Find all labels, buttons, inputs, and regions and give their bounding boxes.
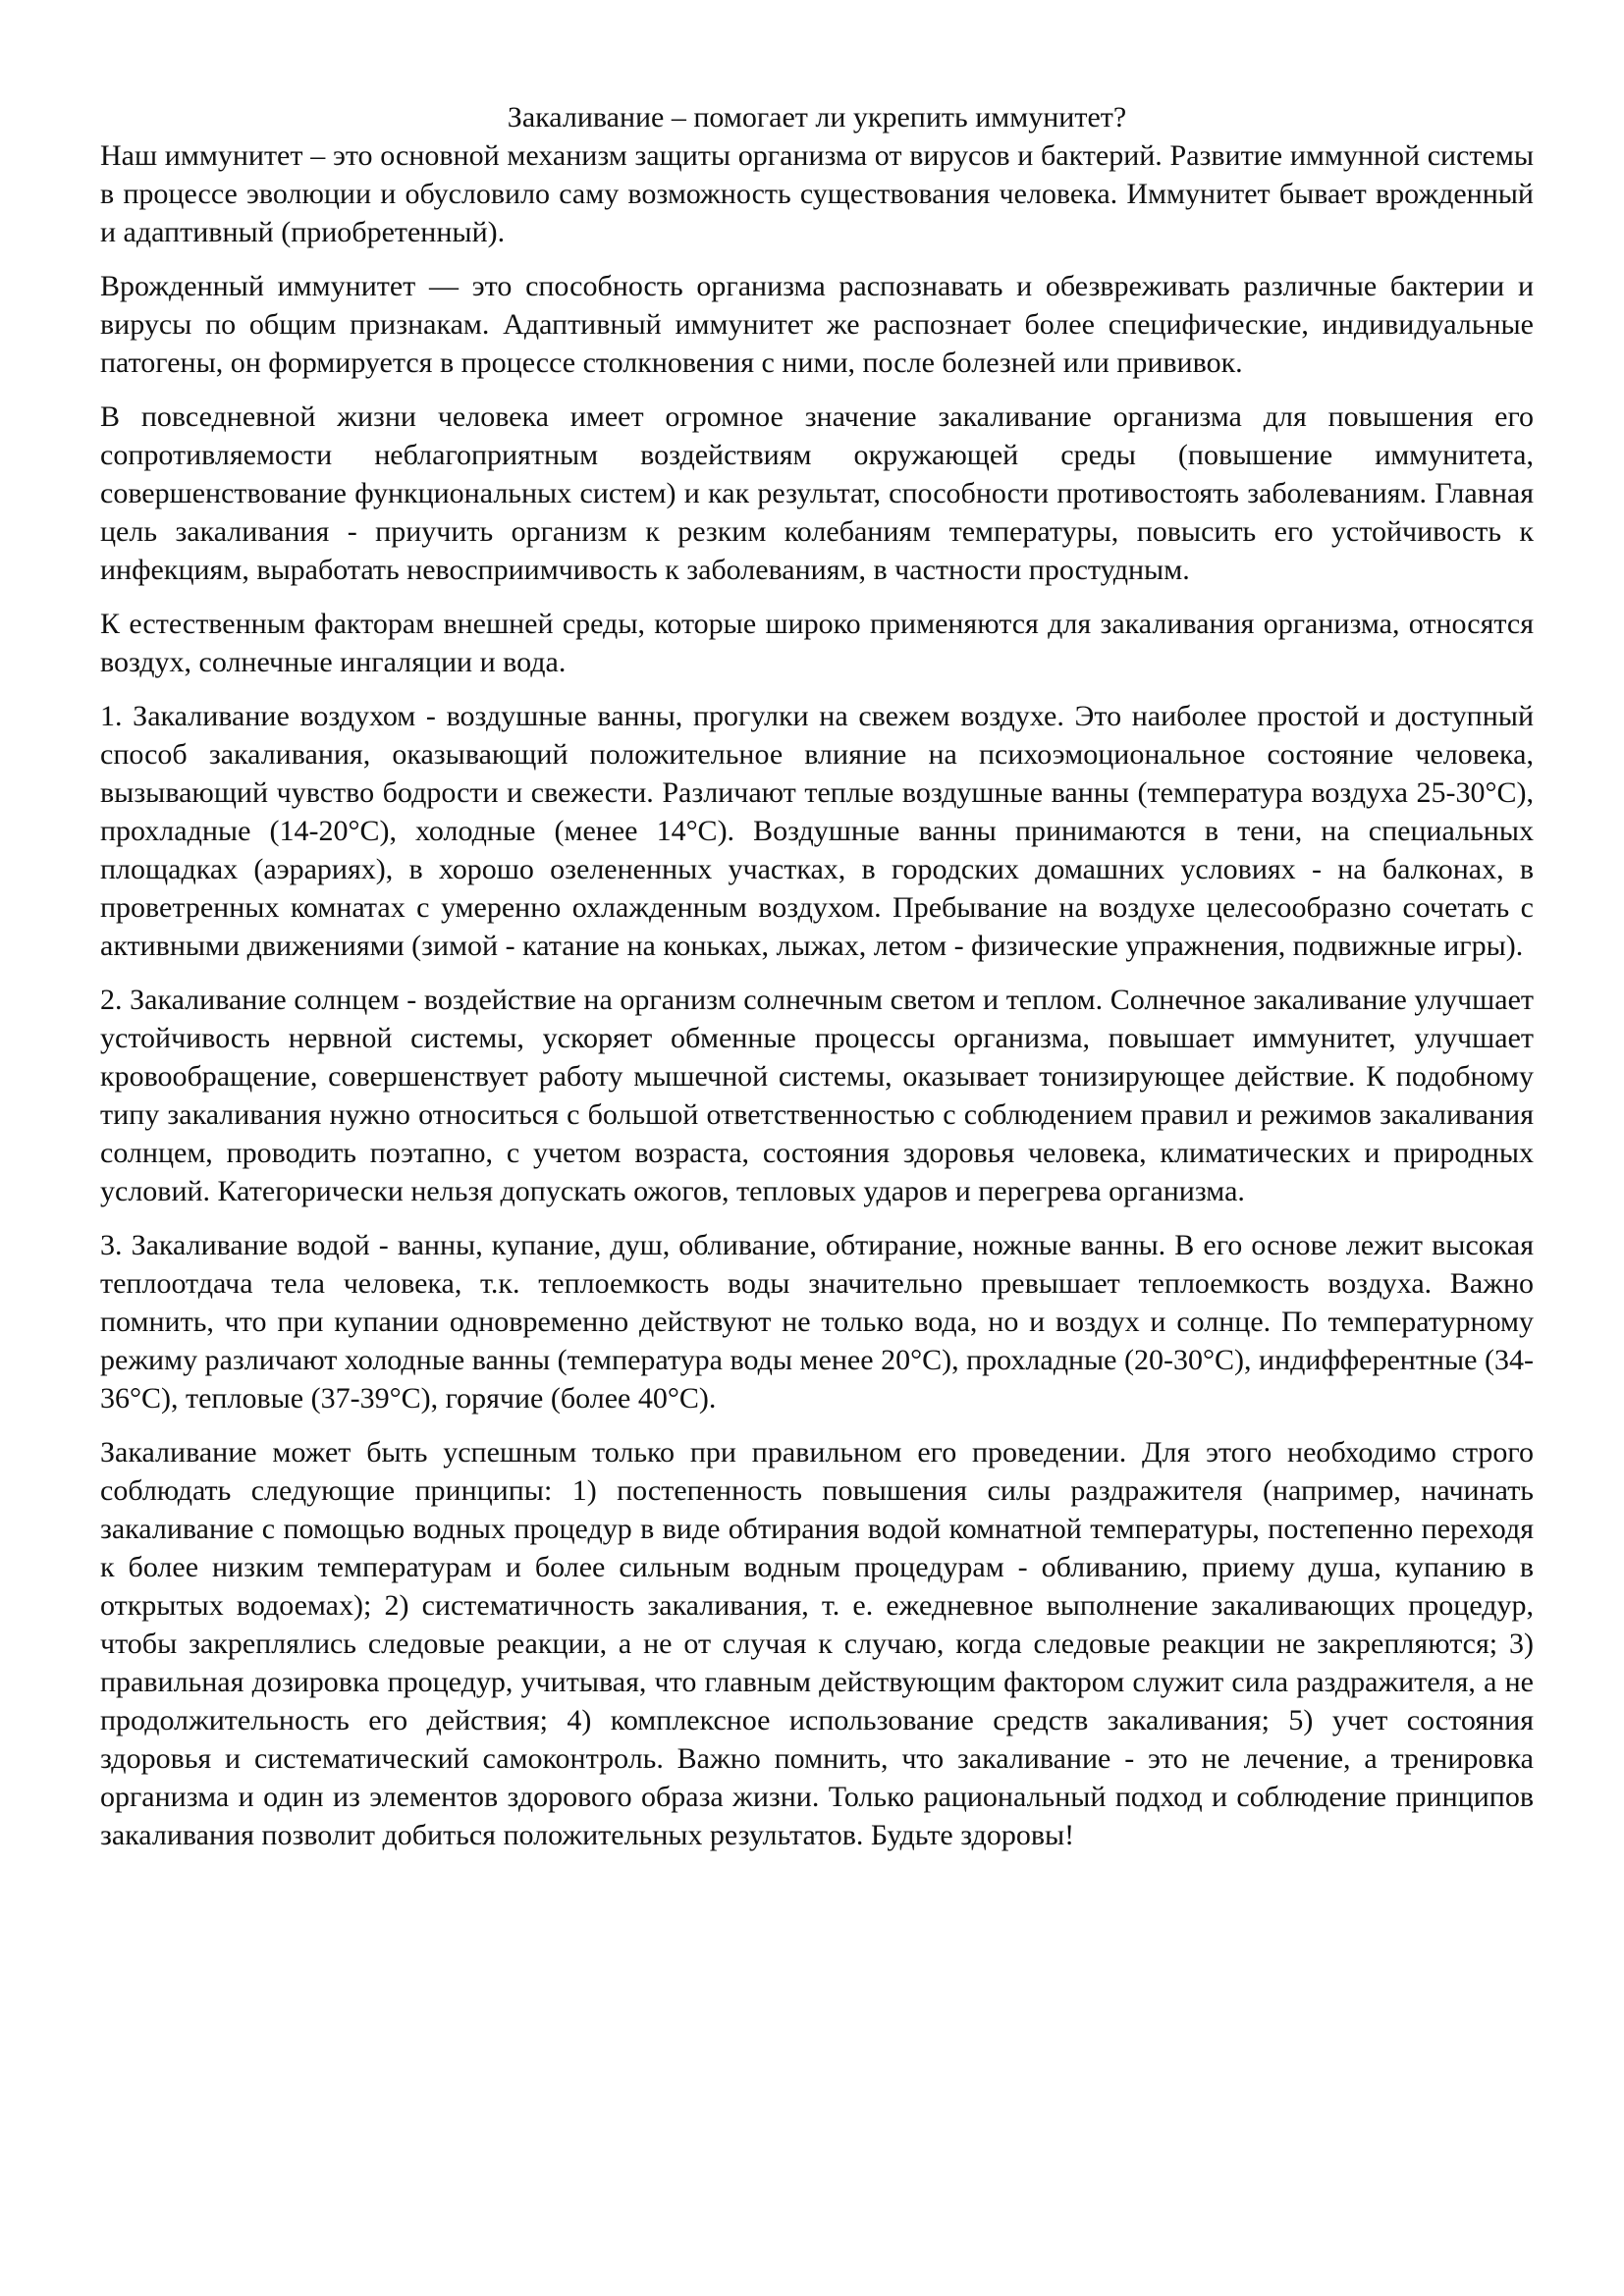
document-title: Закаливание – помогает ли укрепить иммунитет? (507, 101, 1127, 133)
paragraph-natural-factors: К естественным факторам внешней среды, которые широко применяются для закаливания организма, относятся воздух, солнечные ингаляции и вода. (100, 608, 1534, 678)
paragraph-immunity-intro: Наш иммунитет – это основной механизм защиты организма от вирусов и бактерий. Развитие иммунной системы в процессе эволюции и обусловило саму возможность существования человека. Иммунитет бывает врожденный и адаптивный (приобретенный). (100, 139, 1534, 248)
paragraph-water-hardening: 3. Закаливание водой - ванны, купание, душ, обливание, обтирание, ножные ванны. В его основе лежит высокая теплоотдача тела человека, т.к. теплоемкость воды значительно превышает теплоемкость воздуха. Важно помнить, что при купании одновременно действуют не только вода, но и воздух и солнце. По температурному режиму различают холодные ванны (температура воды менее 20°С), прохладные (20-30°С), индифферентные (34-36°С), тепловые (37-39°С), горячие (более 40°С). (100, 1229, 1534, 1415)
document-page (100, 98, 1534, 1870)
paragraph-sun-hardening: 2. Закаливание солнцем - воздействие на организм солнечным светом и теплом. Солнечное закаливание улучшает устойчивость нервной системы, ускоряет обменные процессы организма, повышает иммунитет, улучшает кровообращение, совершенствует работу мышечной системы, оказывает тонизирующее действие. К подобному типу закаливания нужно относиться с большой ответственностью с соблюдением правил и режимов закаливания солнцем, проводить поэтапно, с учетом возраста, состояния здоровья человека, климатических и природных условий. Категорически нельзя допускать ожогов, тепловых ударов и перегрева организма. (100, 984, 1534, 1207)
paragraph-principles: Закаливание может быть успешным только при правильном его проведении. Для этого необходимо строго соблюдать следующие принципы: 1) постепенность повышения силы раздражителя (например, начинать закаливание с помощью водных процедур в виде обтирания водой комнатной температуры, постепенно переходя к более низким температурам и более сильным водным процедурам - обливанию, приему душа, купанию в открытых водоемах); 2) систематичность закаливания, т. е. ежедневное выполнение закаливающих процедур, чтобы закреплялись следовые реакции, а не от случая к случаю, когда следовые реакции не закрепляются; 3) правильная дозировка процедур, учитывая, что главным действующим фактором служит сила раздражителя, а не продолжительность его действия; 4) комплексное использование средств закаливания; 5) учет состояния здоровья и систематический самоконтроль. Важно помнить, что закаливание - это не лечение, а тренировка организма и один из элементов здорового образа жизни. Только рациональный подход и соблюдение принципов закаливания позволит добиться положительных результатов. Будьте здоровы! (100, 1436, 1534, 1851)
paragraph-air-hardening: 1. Закаливание воздухом - воздушные ванны, прогулки на свежем воздухе. Это наиболее простой и доступный способ закаливания, оказывающий положительное влияние на психоэмоциональное состояние человека, вызывающий чувство бодрости и свежести. Различают теплые воздушные ванны (температура воздуха 25-30°С), прохладные (14-20°С), холодные (менее 14°С). Воздушные ванны принимаются в тени, на специальных площадках (аэрариях), в хорошо озелененных участках, в городских домашних условиях - на балконах, в проветренных комнатах с умеренно охлажденным воздухом. Пребывание на воздухе целесообразно сочетать с активными движениями (зимой - катание на коньках, лыжах, летом - физические упражнения, подвижные игры). (100, 700, 1534, 962)
paragraph-hardening-purpose: В повседневной жизни человека имеет огромное значение закаливание организма для повышения его сопротивляемости неблагоприятным воздействиям окружающей среды (повышение иммунитета, совершенствование функциональных систем) и как результат, способности противостоять заболеваниям. Главная цель закаливания - приучить организм к резким колебаниям температуры, повысить его устойчивость к инфекциям, выработать невосприимчивость к заболеваниям, в частности простудным. (100, 400, 1534, 586)
paragraph-innate-adaptive: Врожденный иммунитет — это способность организма распознавать и обезвреживать различные бактерии и вирусы по общим признакам. Адаптивный иммунитет же распознает более специфические, индивидуальные патогены, он формируется в процессе столкновения с ними, после болезней или прививок. (100, 270, 1534, 379)
